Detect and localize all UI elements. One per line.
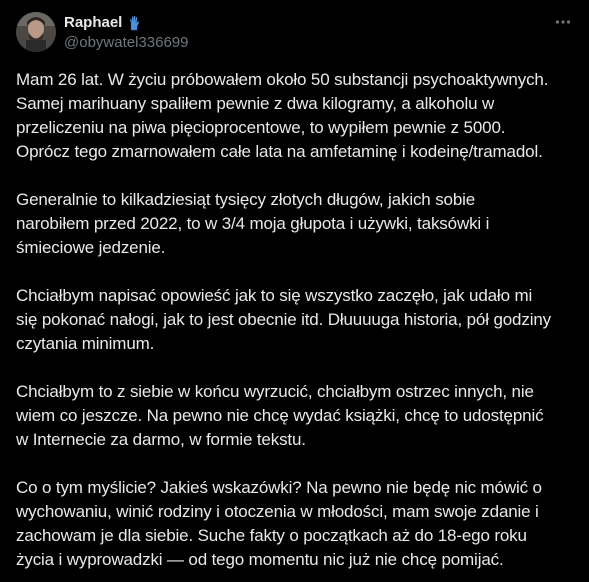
tweet-header [16,12,573,56]
tweet-paragraph-5 [16,476,576,572]
author-names [64,12,188,53]
more-options-button[interactable] [553,12,573,32]
text-line: Generalnie to kilkadziesiąt tysięcy złotych długów, jakich sobie [16,190,476,209]
text-line: w Internecie za darmo, w formie tekstu. [16,430,306,449]
text-line: Mam 26 lat. W życiu próbowałem około 50 substancji psychoaktywnych. [16,70,549,89]
text-line: śmieciowe jedzenie. [16,238,166,257]
text-line: Samej marihuany spaliłem pewnie z dwa kilogramy, a alkoholu w [16,94,495,113]
display-name[interactable]: Raphael [64,14,123,31]
avatar-photo [16,12,56,52]
display-name-row [64,13,188,33]
text-line: narobiłem przed 2022, to w 3/4 moja głupota i używki, taksówki i [16,214,490,233]
text-line: wychowaniu, winić rodziny i otoczenia w młodości, mam swoje zdanie i [16,502,539,521]
text-line: czytania minimum. [16,334,155,353]
text-line: Oprócz tego zmarnowałem całe lata na amfetaminę i kodeinę/tramadol. [16,142,543,161]
user-handle[interactable]: @obywatel336699 [64,34,189,51]
text-line: przeliczeniu na piwa pięcioprocentowe, to wypiłem pewnie z 5000. [16,118,506,137]
text-line: się pokonać nałogi, jak to jest obecnie itd. Dłuuuuga historia, pół godziny [16,310,551,329]
tweet-paragraph-1 [16,68,576,164]
text-line: Chciałbym napisać opowieść jak to się wszystko zaczęło, jak udało mi [16,286,533,305]
raised-hand-icon [126,15,142,31]
text-line: Co o tym myślicie? Jakieś wskazówki? Na pewno nie będę nic mówić o [16,478,542,497]
text-line: zachowam je dla siebie. Suche fakty o początkach aż do 18-ego roku [16,526,527,545]
avatar[interactable] [16,12,56,52]
text-line: życia i wyprowadzki — od tego momentu nic już nie chcę pomijać. [16,550,504,569]
more-horizontal-icon [554,13,572,31]
text-line: wiem co jeszcze. Na pewno nie chcę wydać książki, chcę to udostępnić [16,406,544,425]
tweet-paragraph-2 [16,188,576,260]
tweet-paragraph-4 [16,380,576,452]
tweet-paragraph-3 [16,284,576,356]
tweet-text [16,68,576,572]
text-line: Chciałbym to z siebie w końcu wyrzucić, chciałbym ostrzec innych, nie [16,382,534,401]
